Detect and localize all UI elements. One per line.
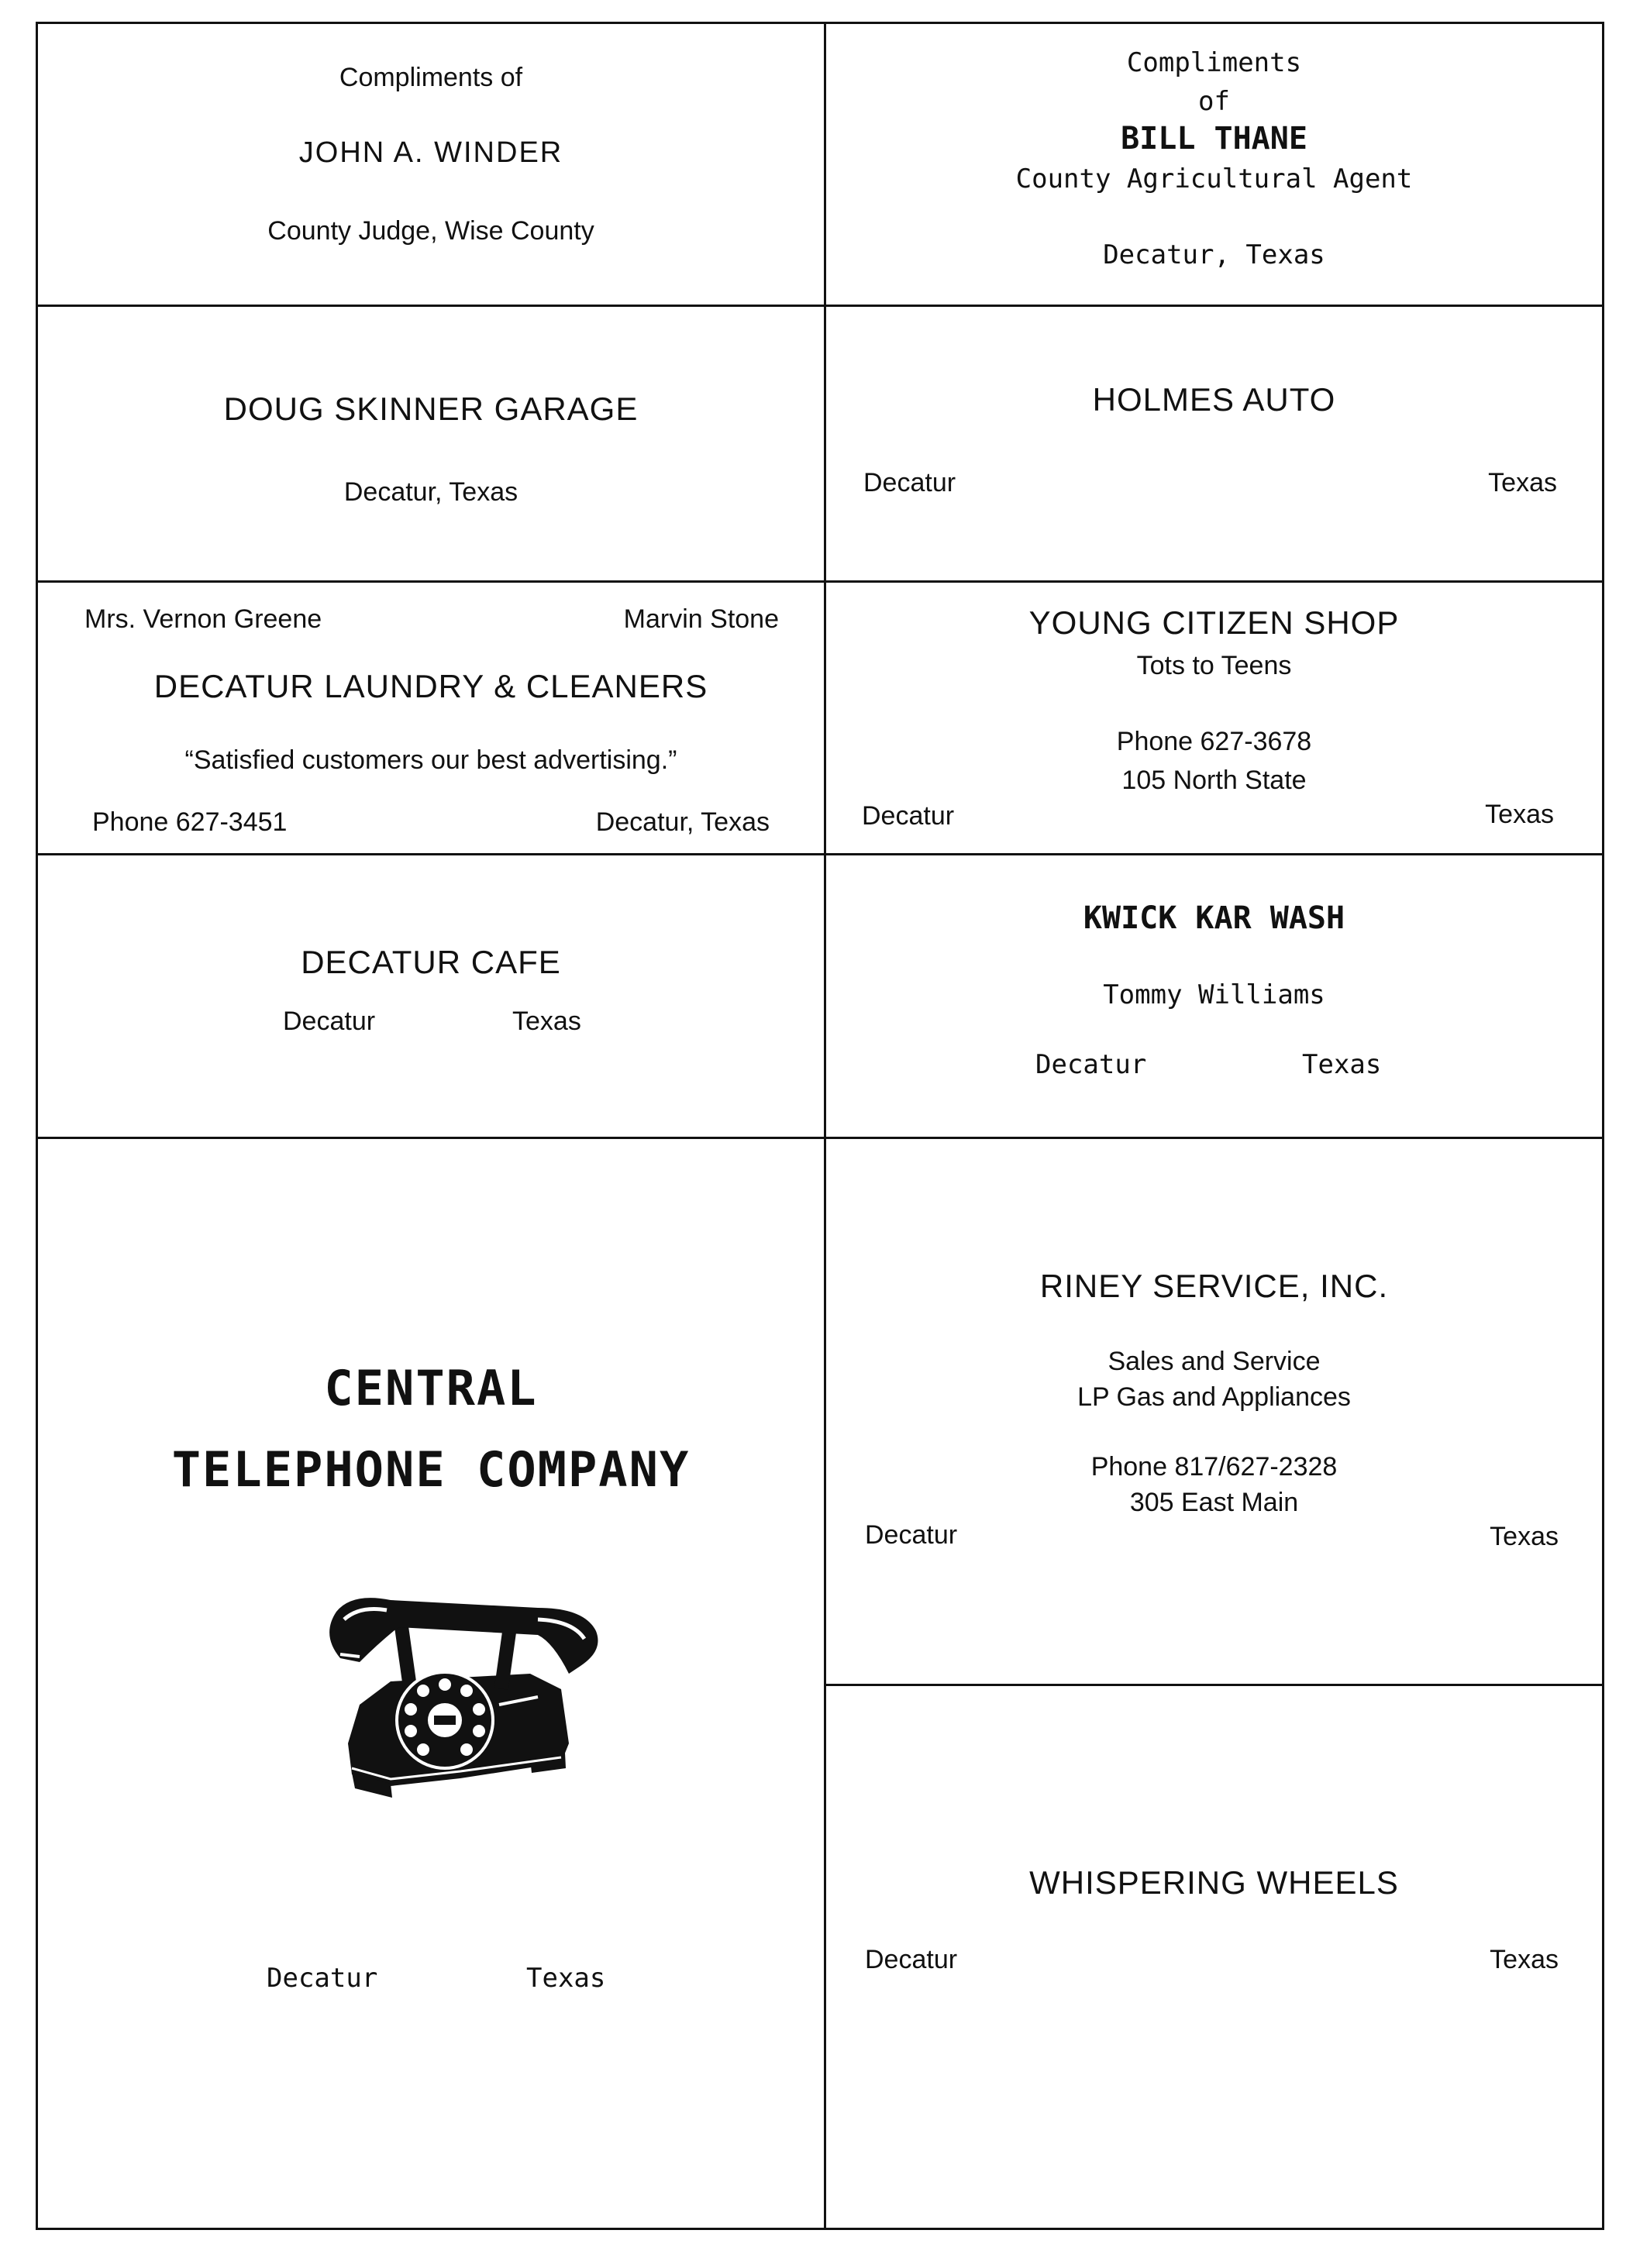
ad-name: YOUNG CITIZEN SHOP (1028, 604, 1400, 641)
ad-name: DOUG SKINNER GARAGE (223, 391, 639, 427)
ad-phone: Phone 627-3678 (1116, 727, 1312, 756)
ad-title: County Judge, Wise County (267, 216, 594, 246)
owner-right: Marvin Stone (623, 604, 779, 634)
ad-name: DECATUR CAFE (301, 944, 561, 980)
ad-state: Texas (526, 1963, 606, 1994)
ad-city: Decatur (1035, 1049, 1147, 1080)
ad-name: WHISPERING WHEELS (1029, 1864, 1399, 1901)
owner-left: Mrs. Vernon Greene (84, 604, 322, 634)
ad-decatur-cafe (38, 855, 824, 1137)
ad-decatur-laundry (38, 583, 824, 853)
ad-city: Decatur (865, 1945, 958, 1974)
ad-state: Texas (1488, 468, 1557, 497)
ad-riney-service (826, 1139, 1602, 1684)
ad-state: Texas (1302, 1049, 1382, 1080)
ad-name: BILL THANE (1121, 121, 1307, 157)
ad-name-line1: CENTRAL (324, 1360, 538, 1416)
ad-city: Decatur, Texas (595, 807, 770, 837)
ad-name: JOHN A. WINDER (298, 136, 563, 169)
ad-city: Decatur, Texas (343, 477, 518, 507)
ad-kwick-kar-wash (826, 855, 1602, 1137)
ad-john-winder (38, 24, 824, 305)
ad-slogan: “Satisfied customers our best advertising.” (184, 745, 677, 775)
ad-intro: Compliments of (339, 63, 523, 92)
ad-doug-skinner-garage (38, 307, 824, 580)
ad-state: Texas (1490, 1522, 1559, 1551)
ad-whispering-wheels (826, 1686, 1602, 2228)
ad-holmes-auto (826, 307, 1602, 580)
ad-line1: Sales and Service (1108, 1347, 1321, 1376)
ad-name: HOLMES AUTO (1092, 381, 1336, 418)
ad-bill-thane (826, 24, 1602, 305)
ad-name: RINEY SERVICE, INC. (1039, 1268, 1389, 1304)
ad-title: County Agricultural Agent (1015, 163, 1413, 194)
ad-name-line2: TELEPHONE COMPANY (171, 1441, 691, 1498)
ad-city: Decatur (267, 1963, 378, 1994)
ad-address: 105 North State (1121, 766, 1307, 795)
ad-city: Decatur, Texas (1103, 239, 1325, 270)
ad-state: Texas (512, 1007, 581, 1036)
ad-phone: Phone 627-3451 (92, 807, 288, 837)
ad-name: KWICK KAR WASH (1083, 900, 1345, 936)
ad-city: Decatur (862, 801, 955, 831)
ad-state: Texas (1485, 800, 1554, 829)
ad-line2: LP Gas and Appliances (1077, 1382, 1351, 1412)
ad-intro-of: of (1198, 86, 1230, 117)
ad-name: DECATUR LAUNDRY & CLEANERS (153, 668, 708, 704)
ad-state: Texas (1490, 1945, 1559, 1974)
ad-city: Decatur (283, 1007, 376, 1036)
ad-tagline: Tots to Teens (1136, 651, 1292, 680)
ad-young-citizen-shop (826, 583, 1602, 853)
ad-page-grid (36, 22, 1604, 2230)
ad-address: 305 East Main (1129, 1488, 1299, 1517)
ad-city: Decatur (865, 1520, 958, 1550)
ad-intro: Compliments (1126, 47, 1302, 78)
ad-central-telephone (38, 1139, 824, 2228)
ad-city: Decatur (863, 468, 956, 497)
ad-owner: Tommy Williams (1103, 979, 1325, 1010)
ad-phone: Phone 817/627-2328 (1090, 1452, 1338, 1482)
rotary-telephone-icon (305, 1588, 631, 1805)
